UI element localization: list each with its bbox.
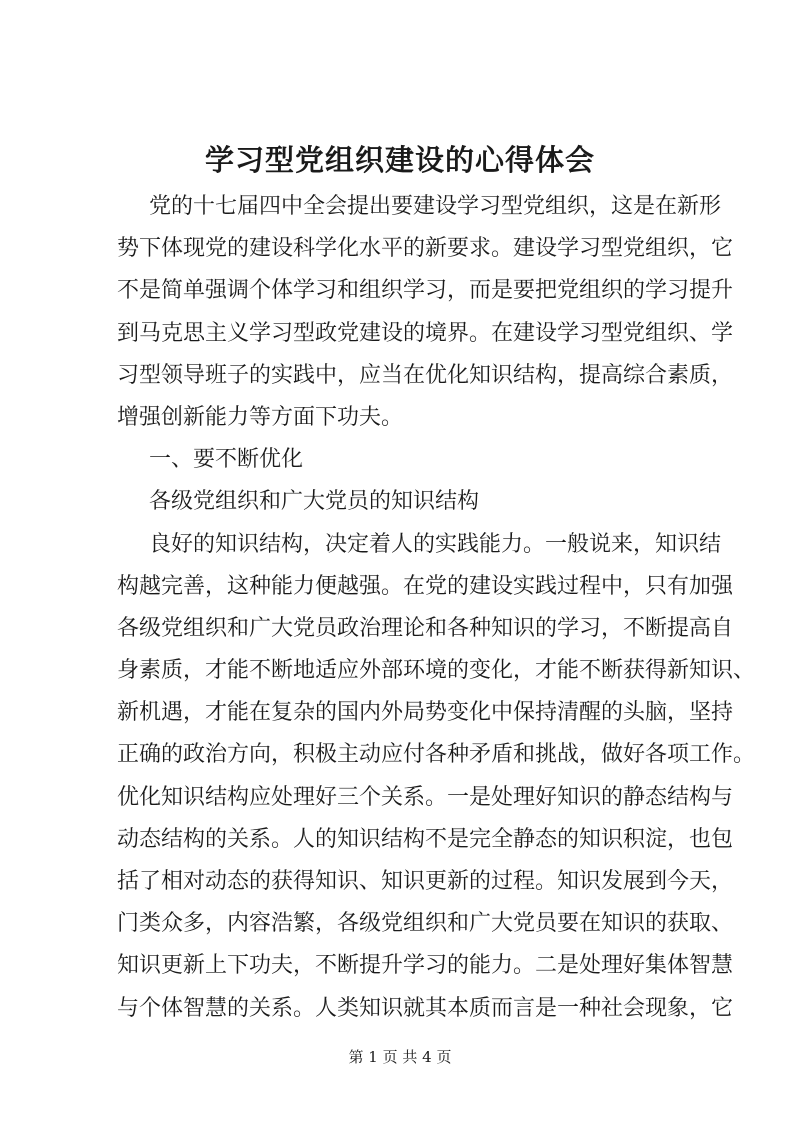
section-subheading: 各级党组织和广大党员的知识结构 bbox=[149, 489, 480, 515]
section-heading: 一、要不断优化 bbox=[149, 447, 304, 473]
body-line: 优化知识结构应处理好三个关系。一是处理好知识的静态结构与 bbox=[117, 784, 734, 810]
body-line: 门类众多，内容浩繁，各级党组织和广大党员要在知识的获取、 bbox=[117, 911, 734, 937]
body-line: 正确的政治方向，积极主动应付各种矛盾和挑战，做好各项工作。 bbox=[117, 742, 756, 768]
body-line: 知识更新上下功夫，不断提升学习的能力。二是处理好集体智慧 bbox=[117, 953, 734, 979]
document-body bbox=[117, 186, 756, 1030]
body-line: 习型领导班子的实践中，应当在优化知识结构，提高综合素质， bbox=[117, 362, 734, 388]
body-line: 到马克思主义学习型政党建设的境界。在建设学习型党组织、学 bbox=[117, 320, 734, 346]
body-line: 括了相对动态的获得知识、知识更新的过程。知识发展到今天， bbox=[117, 869, 734, 894]
body-line: 动态结构的关系。人的知识结构不是完全静态的知识积淀，也包 bbox=[117, 826, 734, 852]
page-number-footer: 第 1 页 共 4 页 bbox=[348, 1048, 452, 1066]
document-title: 学习型党组织建设的心得体会 bbox=[204, 143, 595, 177]
body-line: 新机遇，才能在复杂的国内外局势变化中保持清醒的头脑，坚持 bbox=[117, 700, 734, 726]
body-line: 势下体现党的建设科学化水平的新要求。建设学习型党组织，它 bbox=[117, 236, 734, 262]
body-line: 良好的知识结构，决定着人的实践能力。一般说来，知识结 bbox=[149, 531, 722, 557]
body-line: 与个体智慧的关系。人类知识就其本质而言是一种社会现象，它 bbox=[117, 995, 734, 1021]
body-line: 身素质，才能不断地适应外部环境的变化，才能不断获得新知识、 bbox=[117, 658, 756, 684]
body-line: 增强创新能力等方面下功夫。 bbox=[117, 404, 404, 430]
body-line: 各级党组织和广大党员政治理论和各种知识的学习，不断提高自 bbox=[117, 615, 734, 641]
body-line: 构越完善，这种能力便越强。在党的建设实践过程中，只有加强 bbox=[117, 573, 734, 599]
body-line: 不是简单强调个体学习和组织学习，而是要把党组织的学习提升 bbox=[117, 278, 734, 304]
body-line: 党的十七届四中全会提出要建设学习型党组织，这是在新形 bbox=[149, 194, 722, 219]
